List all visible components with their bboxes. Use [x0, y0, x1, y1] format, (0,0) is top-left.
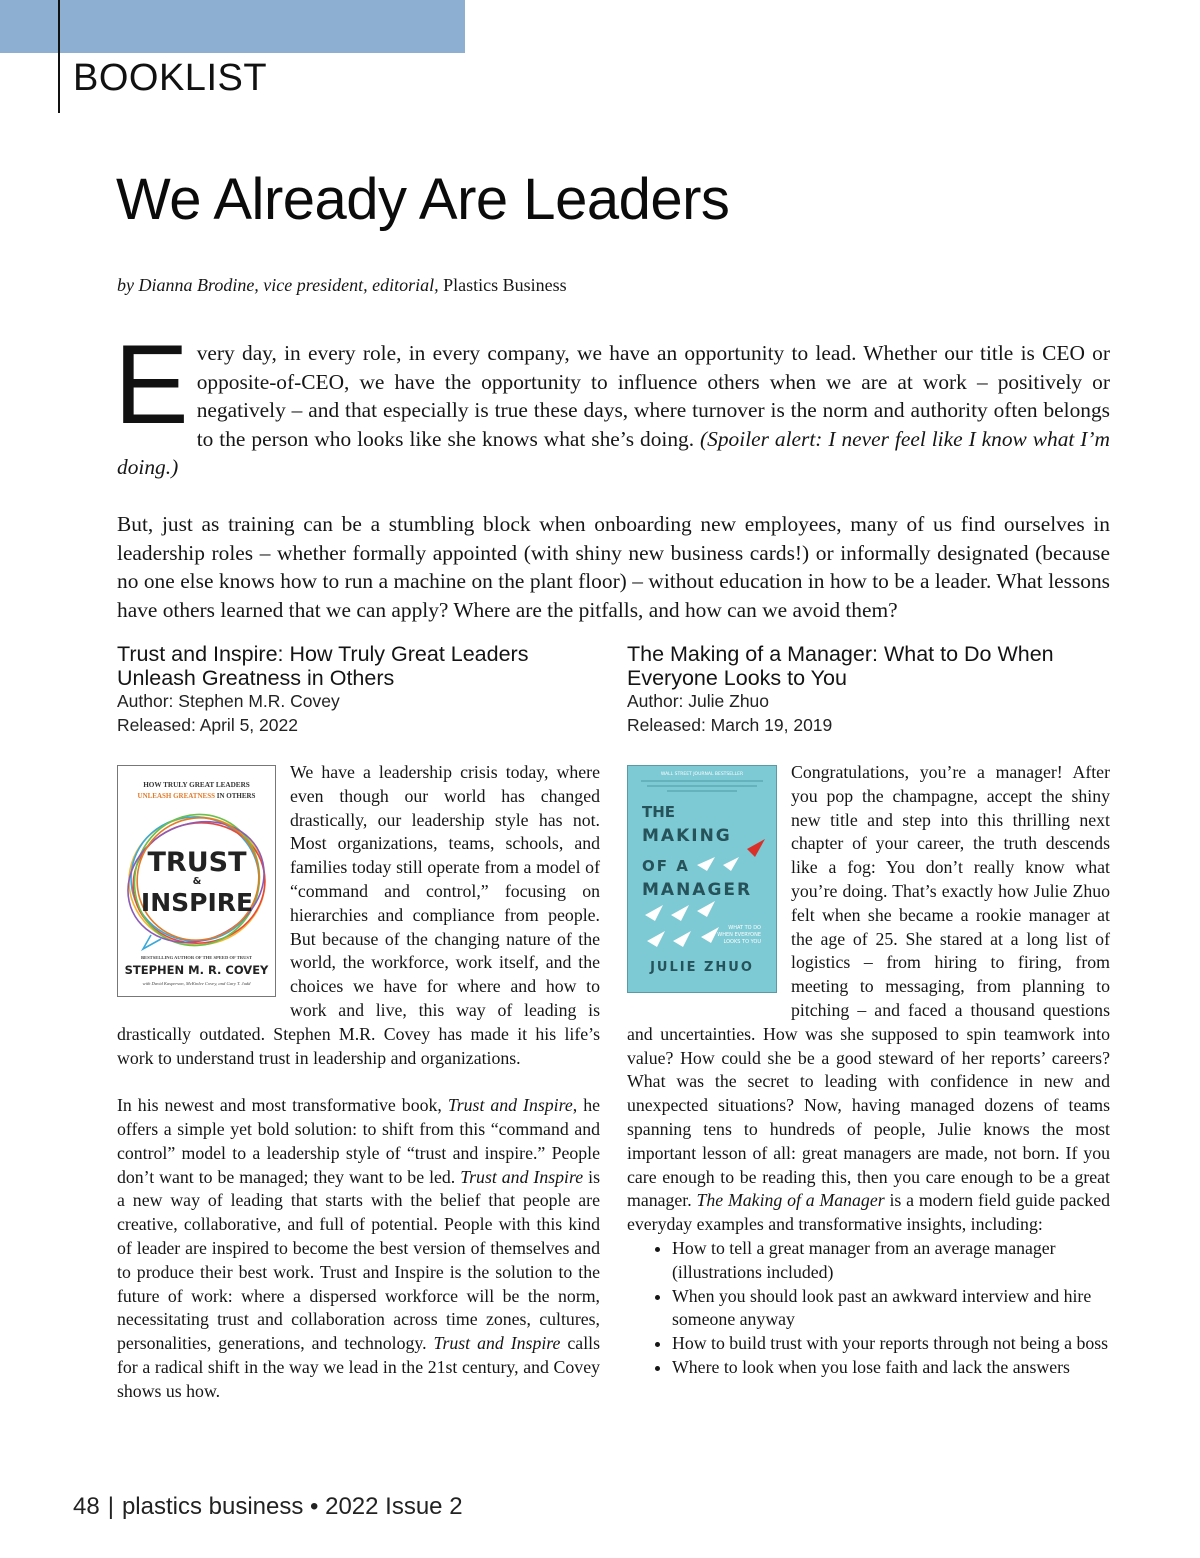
footer-publication: plastics business	[121, 1493, 304, 1520]
intro-spoiler: (Spoiler alert: I never feel like I know what I’m doing.)	[117, 426, 1110, 480]
book1-cover-top2	[138, 792, 256, 800]
book1-d2-e: is a new way of leading that starts with the belief that people are creative, collaborative, and full of potential. People with this kind of leader are inspired to become the best version of themselves and to produce their best work. Trust and Inspire is the solution to the future of work: where a dispersed workforce will be the norm, necessitating trust and collaboration across time zones, cultures, personalities, generations, and technology.	[117, 1166, 601, 1354]
book2-cover-w1: THE	[642, 803, 676, 821]
book2-cover	[627, 765, 777, 998]
book1-cover-top2-accent: UNLEASH GREATNESS	[137, 792, 216, 800]
intro-paragraph-2: But, just as training can be a stumbling block when onboarding new employees, many of us find ourselves in leadership roles – whether formally appointed (with shiny new business cards!) or informally designated (because no one else knows how to run a machine on the plant floor) – without education in how to be a leader. What lessons have others learned that we can apply? Where are the pitfalls, and how can we avoid them?	[117, 512, 1110, 622]
book2-cover-w3: OF A	[642, 857, 690, 875]
book1-cover-art	[117, 765, 276, 997]
book1-d2-a: In his newest and most transformative book,	[117, 1095, 442, 1116]
book1-d2-title-1: Trust and Inspire	[447, 1095, 573, 1116]
book2-d-c: is a modern field guide packed everyday examples and transformative insights, including:	[627, 1190, 1110, 1235]
byline-publication: Plastics Business	[443, 275, 567, 295]
book2-cover-sub1: WHAT TO DO	[728, 925, 761, 931]
book1-d2-g: calls for a radical shift in the way we lead in the 21st century, and Covey shows us how.	[117, 1333, 600, 1401]
book2-title: The Making of a Manager: What to Do When Everyone Looks to You	[627, 642, 1054, 690]
book2-cover-w2: MAKING	[642, 826, 732, 846]
book1-cover-amp: &	[192, 876, 202, 887]
page-number: 48	[73, 1493, 100, 1520]
book1-d2-title-2: Trust and Inspire	[460, 1166, 584, 1187]
book1-cover-author: STEPHEN M. R. COVEY	[124, 963, 269, 977]
book2-cover-sub2: WHEN EVERYONE	[717, 932, 761, 938]
book2-author: Author: Julie Zhuo	[627, 691, 770, 711]
book1-cover-word1: TRUST	[147, 847, 247, 878]
book1-title: Trust and Inspire: How Truly Great Leaders Unleash Greatness in Others	[117, 642, 529, 690]
list-item: • When you should look past an awkward interview and hire someone anyway	[672, 1285, 1110, 1333]
footer-issue: 2022 Issue 2	[325, 1493, 463, 1520]
book1-released: Released: April 5, 2022	[117, 714, 298, 735]
book1-description-2	[117, 1094, 600, 1403]
book1-d2-title-3: Trust and Inspire	[433, 1333, 561, 1354]
book2-d-title: The Making of a Manager	[696, 1190, 885, 1211]
intro-text: very day, in every role, in every company, we have an opportunity to lead. Whether our title is CEO or opposite-of-CEO, we have the opportunity to influence others when we are at work – positively or negatively – and that especially is true these days, where turnover is the norm and authority often belongs to the person who looks like she knows what she’s doing.	[196, 341, 1110, 451]
book1-cover	[117, 765, 276, 1002]
book1-cover-top2-rest: IN OTHERS	[215, 792, 256, 800]
book2-cover-sub3: LOOKS TO YOU	[723, 939, 761, 945]
intro-paragraph-1	[114, 322, 1110, 482]
book2-cover-banner: WALL STREET JOURNAL BESTSELLER	[660, 772, 744, 777]
book2-d-a: Congratulations, you’re a manager! After you pop the champagne, accept the shiny new title and step into this thrilling next chapter of your career, the truth descends like a fog: You don’t really know what you’re doing. That’s exactly how Julie Zhuo felt when she became a rookie manager at the age of 25. She stared at a long list of logistics – from hiring to firing, from meeting to messaging, from planning to pitching – and faced a thousand questions and uncertainties. How was she supposed to spin teamwork into value? How could she be a good steward of her reports’ careers? What was the secret to leading with confidence in new and unexpected situations? Now, having managed dozens of teams spanning tens to hundreds of people, Julie knows the most important lesson of all: great managers are made, not born. If you care enough to be reading this, then you care enough to be a great manager.	[627, 762, 1110, 1211]
drop-cap: E	[114, 322, 189, 447]
book1-cover-with: with David Kasperson, McKinlee Covey, and Gary T. Judd	[142, 981, 251, 986]
book1-author: Author: Stephen M.R. Covey	[117, 691, 340, 711]
header-color-bar	[0, 0, 465, 53]
book1-description-1: We have a leadership crisis today, where even though our world has changed drastically, our leadership style has not. Most organizations, teams, schools, and families today still operate from a model of “command and control,” focusing on hierarchies and compliance from people. But because of the changing nature of the world, the workforce, work itself, and the choices we have for where and how to work and live, this way of leading is drastically outdated. Stephen M.R. Covey has made it his life’s work to understand trust in leadership and organizations.	[117, 762, 600, 1068]
footer-separator: |	[107, 1493, 114, 1520]
book2-cover-author: JULIE ZHUO	[650, 960, 754, 975]
page-footer	[73, 1493, 463, 1521]
book1-cover-word2: INSPIRE	[140, 888, 254, 917]
list-item: • How to build trust with your reports through not being a boss	[672, 1332, 1110, 1356]
footer-bullet: •	[310, 1493, 319, 1520]
book-column-right	[627, 642, 1110, 1380]
list-item: • How to tell a great manager from an average manager (illustrations included)	[672, 1237, 1110, 1285]
header-vertical-rule	[58, 0, 60, 113]
book2-released: Released: March 19, 2019	[627, 714, 833, 735]
book-column-left	[117, 642, 600, 1404]
book2-bullet-list	[627, 1237, 1110, 1380]
book2-cover-art	[627, 765, 777, 993]
article-title: We Already Are Leaders	[116, 167, 730, 232]
section-label: BOOKLIST	[73, 57, 268, 99]
book1-d2-c: , he offers a simple yet bold solution: to shift from this “command and control” model to a leadership style of “trust and inspire.” People don’t want to be managed; they want to be led.	[117, 1095, 600, 1187]
book2-cover-w4: MANAGER	[642, 880, 753, 900]
book1-cover-top1: HOW TRULY GREAT LEADERS	[143, 781, 250, 789]
byline-author: by Dianna Brodine, vice president, editorial,	[117, 275, 439, 295]
list-item: • Where to look when you lose faith and lack the answers	[672, 1356, 1110, 1380]
book1-cover-bestselling: BESTSELLING AUTHOR OF THE SPEED OF TRUST	[140, 955, 253, 960]
byline	[117, 275, 567, 296]
